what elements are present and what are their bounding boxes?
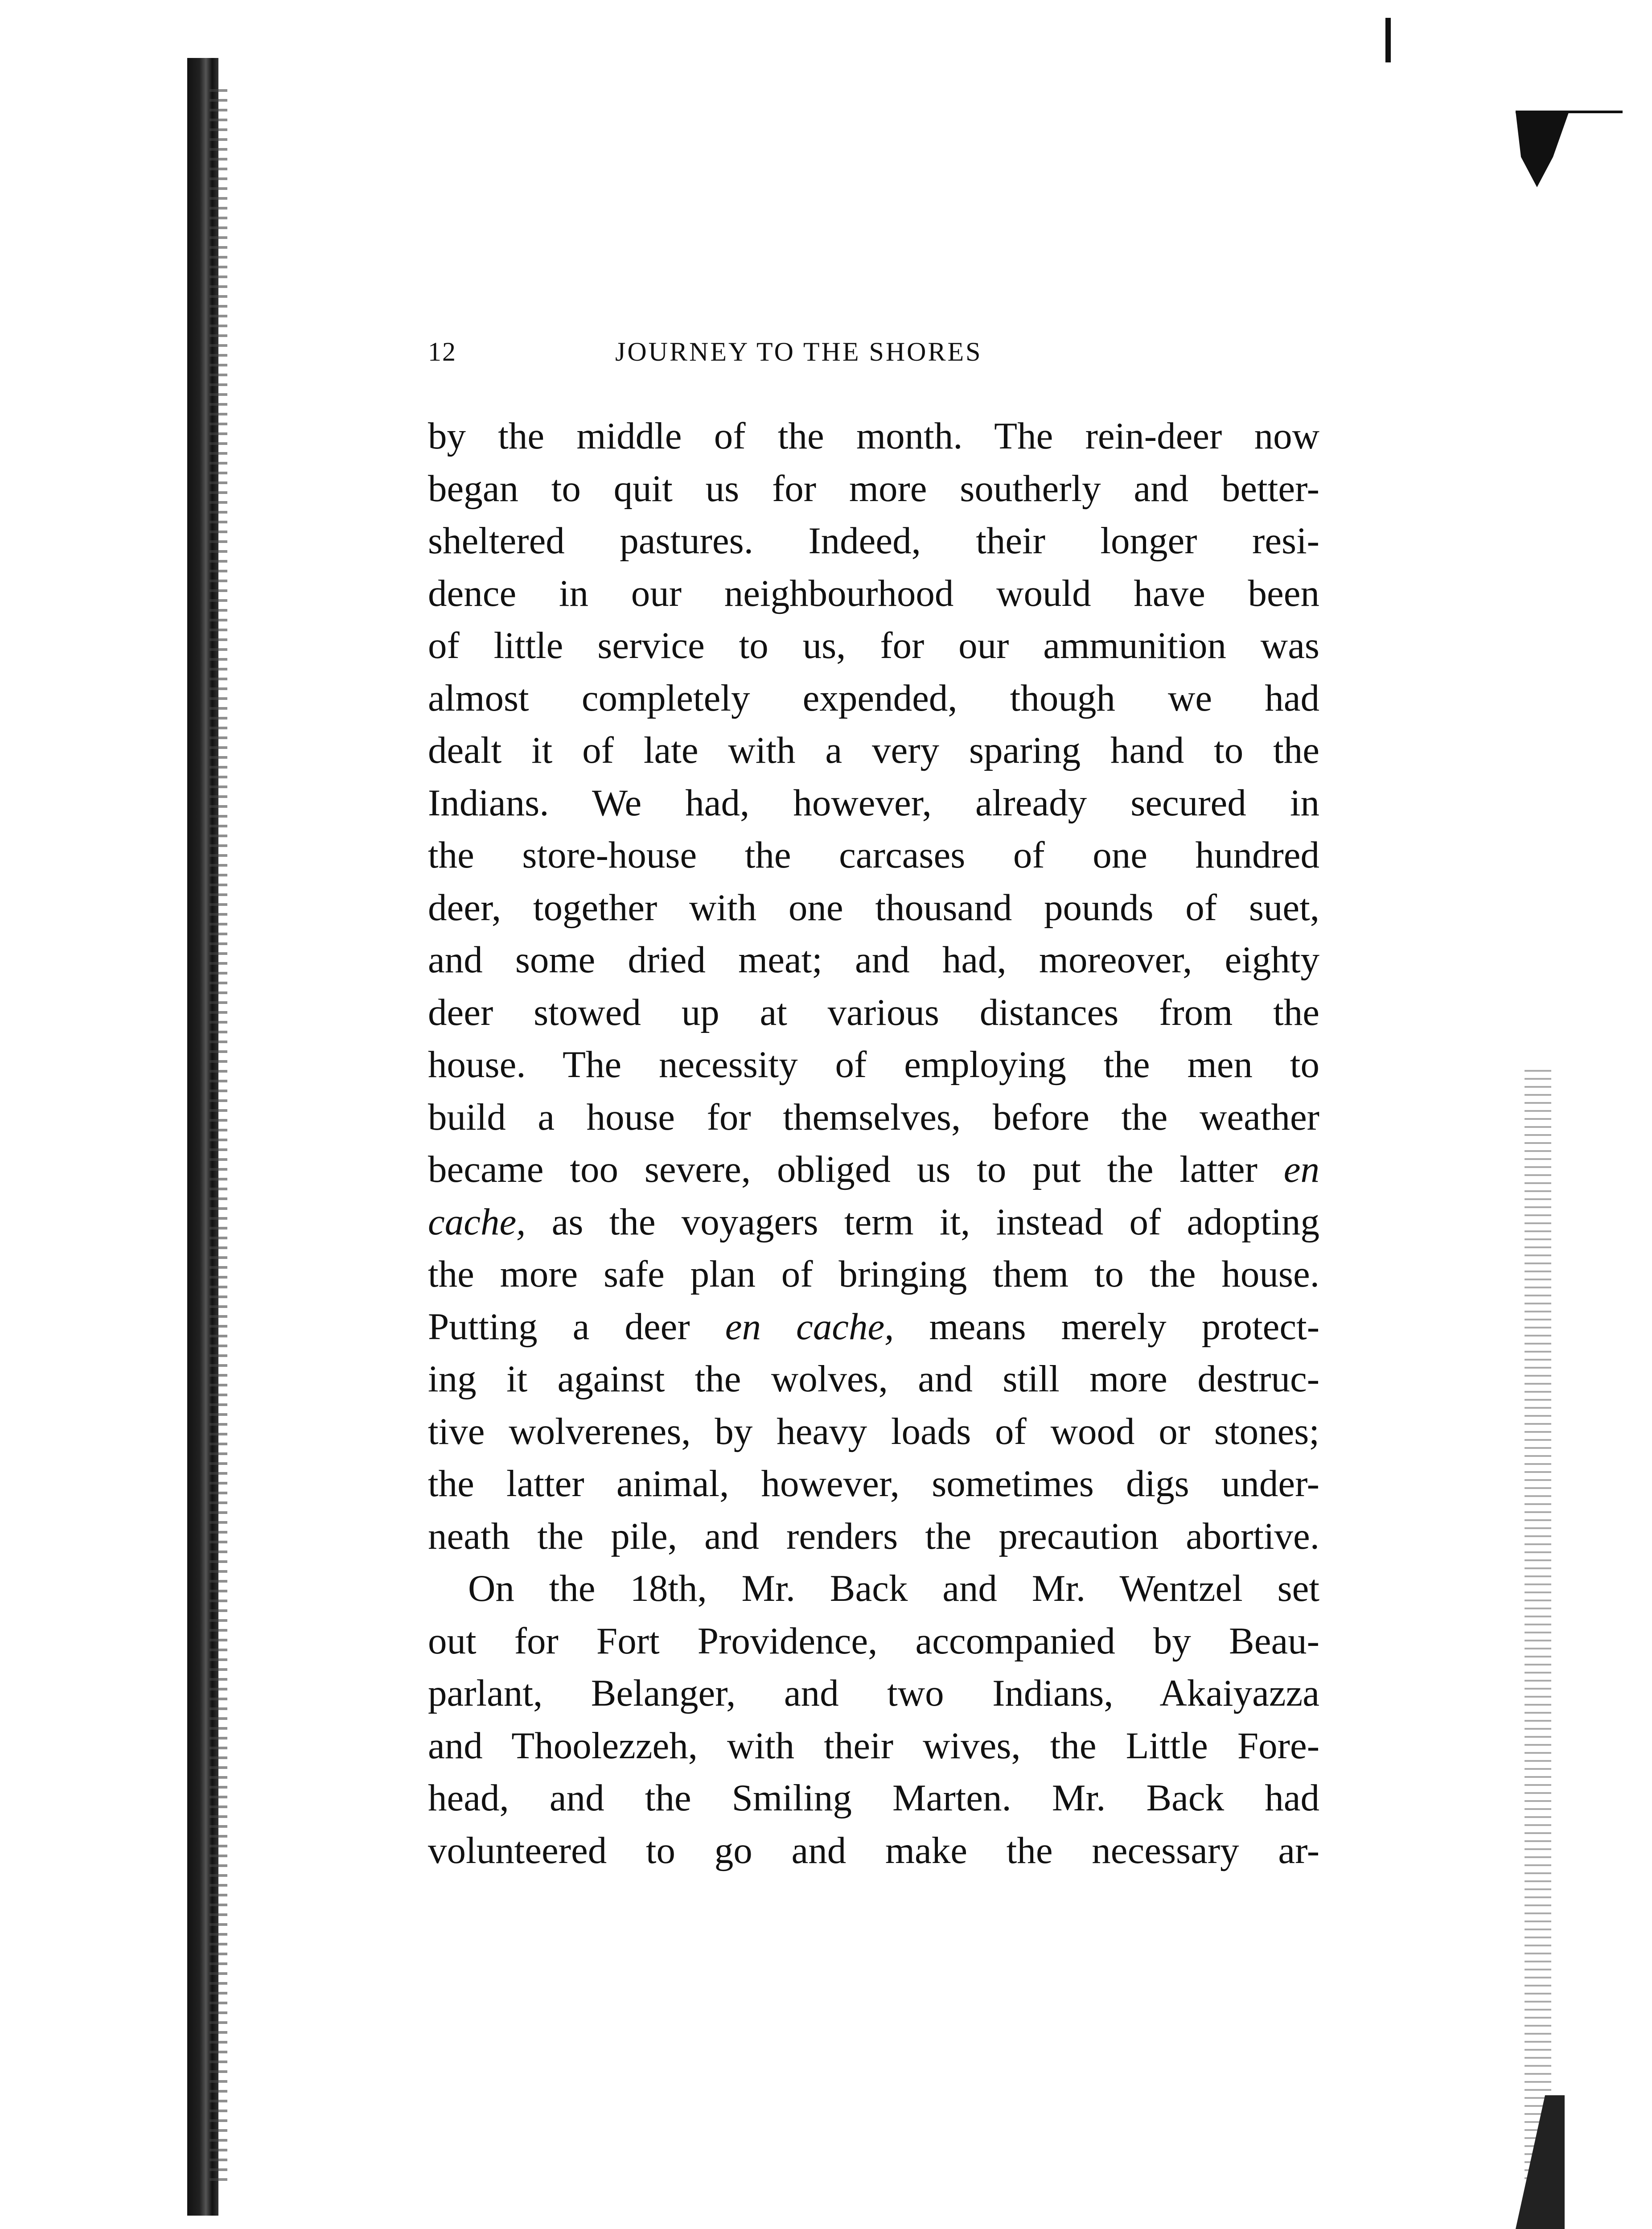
text-line: Indians. We had, however, already secured in: [428, 781, 1319, 824]
text-fragment: Putting a deer: [428, 1305, 690, 1348]
text-line: build a house for themselves, before the weather: [428, 1096, 1319, 1138]
italic-fragment: cache,: [428, 1201, 526, 1243]
text-line: [428, 1301, 1319, 1353]
text-line: the store-house the carcases of one hundred: [428, 834, 1319, 876]
text-line: house. The necessity of employing the men to: [428, 1044, 1319, 1086]
text-line: the more safe plan of bringing them to the house.: [428, 1253, 1319, 1295]
body-text: [428, 410, 1319, 1877]
scan-mark-top: [1385, 18, 1391, 62]
text-line: deer, together with one thousand pounds of suet,: [428, 886, 1319, 929]
text-line: deer stowed up at various distances from the: [428, 991, 1319, 1033]
text-line: dence in our neighbourhood would have been: [428, 572, 1319, 614]
text-line: On the 18th, Mr. Back and Mr. Wentzel set: [468, 1567, 1319, 1609]
text-line: and Thoolezzeh, with their wives, the Little Fore-: [428, 1724, 1319, 1767]
text-line: of little service to us, for our ammunition was: [428, 625, 1319, 666]
text-line: and some dried meat; and had, moreover, eighty: [428, 939, 1319, 981]
text-line: tive wolverenes, by heavy loads of wood or stones;: [428, 1410, 1319, 1452]
running-title: JOURNEY TO THE SHORES: [615, 337, 982, 366]
text-fragment: as the voyagers term it, instead of adopting: [551, 1201, 1320, 1243]
binding-edge-speckle: [210, 89, 227, 2184]
text-line: parlant, Belanger, and two Indians, Akaiyazza: [428, 1672, 1319, 1714]
text-line: began to quit us for more southerly and better-: [428, 467, 1319, 510]
running-head: [428, 337, 1342, 372]
italic-fragment: en: [1283, 1148, 1319, 1190]
text-line: neath the pile, and renders the precaution abortive.: [428, 1515, 1319, 1557]
text-fragment: became too severe, obliged us to put the latter: [428, 1148, 1257, 1190]
text-line: [428, 1143, 1319, 1196]
text-line: by the middle of the month. The rein-deer now: [428, 415, 1319, 457]
text-line: head, and the Smiling Marten. Mr. Back had: [428, 1777, 1319, 1819]
text-line: out for Fort Providence, accompanied by Beau-: [428, 1620, 1319, 1662]
text-fragment: means merely protect-: [929, 1305, 1320, 1348]
text-line: almost completely expended, though we had: [428, 677, 1319, 719]
text-line: [428, 1196, 1319, 1249]
text-line: volunteered to go and make the necessary ar-: [428, 1829, 1319, 1871]
text-line: dealt it of late with a very sparing hand to the: [428, 729, 1319, 771]
text-line: ing it against the wolves, and still more destruc-: [428, 1358, 1319, 1400]
text-line: sheltered pastures. Indeed, their longer resi-: [428, 520, 1319, 562]
text-line: the latter animal, however, sometimes digs under-: [428, 1463, 1319, 1505]
page-edge-speckle-right: [1525, 1070, 1551, 2184]
page-edge-corner-top-right: [1516, 111, 1569, 187]
italic-fragment: en cache,: [725, 1305, 894, 1348]
page-number: 12: [428, 337, 456, 366]
